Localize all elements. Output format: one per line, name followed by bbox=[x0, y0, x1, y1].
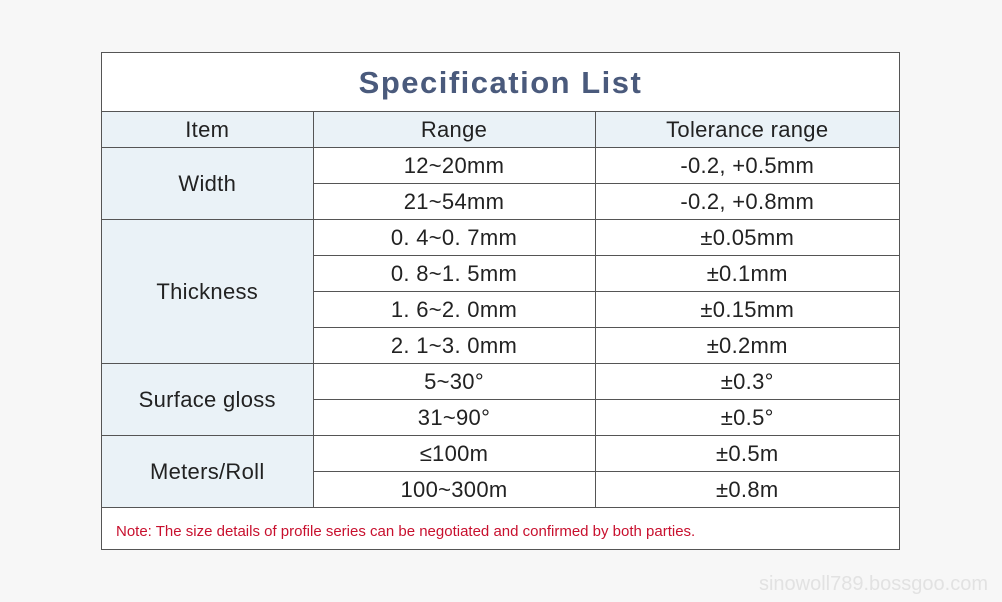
tolerance-cell: ±0.8m bbox=[595, 472, 899, 508]
tolerance-cell: -0.2, +0.8mm bbox=[595, 184, 899, 220]
range-cell: 100~300m bbox=[313, 472, 595, 508]
tolerance-cell: ±0.3° bbox=[595, 364, 899, 400]
table-row bbox=[102, 220, 899, 256]
range-cell: 21~54mm bbox=[313, 184, 595, 220]
table-row bbox=[102, 364, 899, 400]
spec-table bbox=[102, 112, 899, 508]
range-cell: 0. 4~0. 7mm bbox=[313, 220, 595, 256]
range-cell: 2. 1~3. 0mm bbox=[313, 328, 595, 364]
tolerance-cell: ±0.15mm bbox=[595, 292, 899, 328]
range-cell: 1. 6~2. 0mm bbox=[313, 292, 595, 328]
tolerance-cell: ±0.5° bbox=[595, 400, 899, 436]
range-cell: 0. 8~1. 5mm bbox=[313, 256, 595, 292]
column-header-range: Range bbox=[313, 112, 595, 148]
column-header-item: Item bbox=[102, 112, 313, 148]
tolerance-cell: ±0.5m bbox=[595, 436, 899, 472]
range-cell: ≤100m bbox=[313, 436, 595, 472]
table-row bbox=[102, 436, 899, 472]
item-cell-surface-gloss: Surface gloss bbox=[102, 364, 313, 436]
range-cell: 12~20mm bbox=[313, 148, 595, 184]
tolerance-cell: -0.2, +0.5mm bbox=[595, 148, 899, 184]
range-cell: 5~30° bbox=[313, 364, 595, 400]
range-cell: 31~90° bbox=[313, 400, 595, 436]
table-row bbox=[102, 148, 899, 184]
tolerance-cell: ±0.05mm bbox=[595, 220, 899, 256]
spec-card bbox=[101, 52, 900, 550]
page-title: Specification List bbox=[102, 53, 899, 112]
header-row bbox=[102, 112, 899, 148]
tolerance-cell: ±0.1mm bbox=[595, 256, 899, 292]
column-header-tolerance: Tolerance range bbox=[595, 112, 899, 148]
footnote: Note: The size details of profile series can be negotiated and confirmed by both parties. bbox=[116, 523, 696, 540]
spec-table-body bbox=[102, 148, 899, 508]
watermark-text: sinowoll789.bossgoo.com bbox=[758, 573, 988, 595]
item-cell-width: Width bbox=[102, 148, 313, 220]
tolerance-cell: ±0.2mm bbox=[595, 328, 899, 364]
item-cell-thickness: Thickness bbox=[102, 220, 313, 364]
item-cell-meters-roll: Meters/Roll bbox=[102, 436, 313, 508]
